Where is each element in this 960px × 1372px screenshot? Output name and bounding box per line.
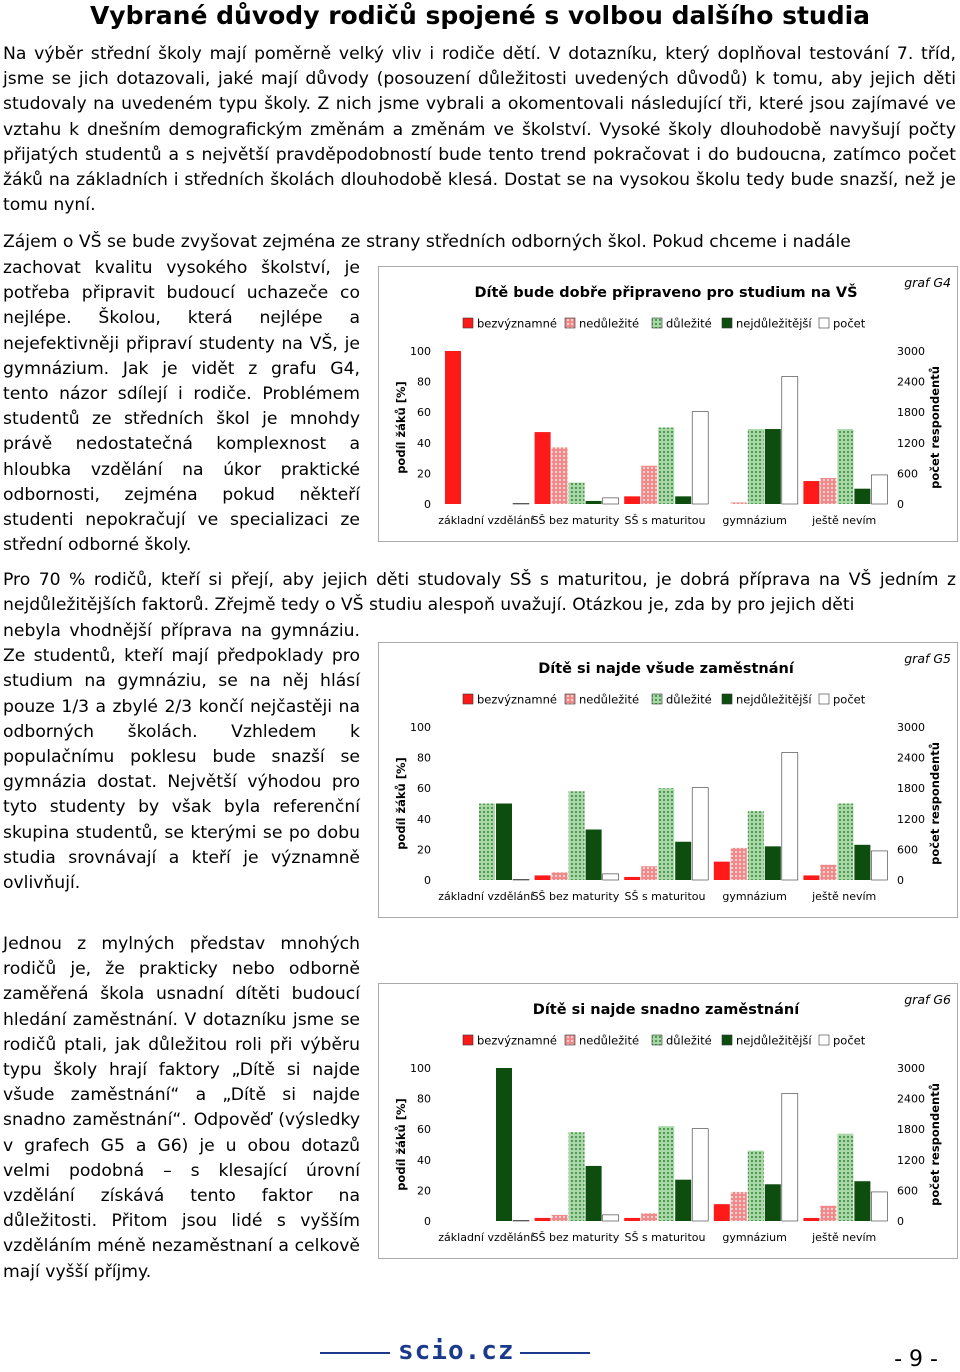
bar-1-2	[641, 466, 657, 504]
legend-swatch	[463, 694, 473, 704]
y2-axis-label: počet respondentů	[928, 366, 942, 489]
footer-line-left	[320, 1352, 390, 1354]
bar-4-2	[692, 788, 708, 880]
legend-swatch	[652, 318, 662, 328]
bar-2-0	[479, 804, 495, 881]
y2-tick-label: 2400	[897, 375, 925, 389]
bar-3-1	[586, 501, 602, 504]
legend-swatch	[819, 1035, 829, 1045]
bar-1-1	[552, 1215, 568, 1221]
bar-2-4	[837, 804, 853, 881]
bar-1-4	[820, 1206, 836, 1221]
bar-3-2	[675, 842, 691, 880]
category-label: SŠ bez maturity	[531, 1231, 620, 1244]
y-tick-label: 0	[424, 1215, 431, 1228]
legend-swatch	[722, 318, 732, 328]
bar-3-3	[765, 846, 781, 880]
y2-tick-label: 600	[897, 843, 918, 857]
y-tick-label: 20	[417, 1184, 431, 1198]
legend-label: bezvýznamné	[477, 316, 557, 331]
bar-3-2	[675, 496, 691, 504]
bar-1-3	[731, 502, 747, 504]
bar-3-4	[854, 1181, 870, 1221]
bar-3-4	[854, 845, 870, 880]
bar-2-1	[569, 1132, 585, 1221]
paragraph-2-full: Zájem o VŠ se bude zvyšovat zejména ze strany středních odborných škol. Pokud chceme i nadále	[3, 232, 851, 252]
chart-title: Dítě bude dobře připraveno pro studium na VŠ	[474, 285, 858, 301]
y-tick-label: 0	[424, 874, 431, 887]
paragraph-2-side: zachovat kvalitu vysokého školství, je potřeba připravit budoucí uchazeče co nejlépe. Školou, která nejlépe a nejefektivněji připraví studenty na VŠ, je gymnázium. Jak je vidět z grafu G4, tento názor sdílejí i rodiče. Problémem studentů ze středních škol je mnohdy právě nedostatečná komplexnost a hloubka vzdělání na úkor praktické odbornosti, zejména pokud někteří studenti nepokračují ve specializaci ze střední odborné školy.	[3, 258, 360, 556]
chart-title: Dítě si najde všude zaměstnání	[538, 661, 794, 677]
bar-4-0	[513, 879, 529, 880]
bar-4-0	[513, 1220, 529, 1221]
legend-label: bezvýznamné	[477, 1033, 557, 1048]
legend-label: nedůležité	[579, 1033, 640, 1048]
legend-label: nedůležité	[579, 316, 640, 331]
y2-tick-label: 1800	[897, 782, 925, 796]
y2-tick-label: 600	[897, 1184, 918, 1198]
bar-4-1	[603, 498, 619, 504]
bar-2-2	[658, 788, 674, 880]
bar-1-3	[731, 848, 747, 880]
bar-4-3	[782, 1094, 798, 1222]
bar-4-4	[871, 475, 887, 504]
bar-0-1	[535, 1218, 551, 1221]
y-tick-label: 80	[417, 375, 431, 389]
category-label: základní vzdělání	[438, 514, 534, 527]
legend-swatch	[463, 318, 473, 328]
chart-g5	[378, 642, 958, 918]
bar-3-3	[765, 1184, 781, 1221]
bar-0-3	[714, 862, 730, 880]
bar-2-2	[658, 428, 674, 505]
bar-0-3	[714, 1204, 730, 1221]
y2-tick-label: 0	[897, 874, 904, 887]
y-tick-label: 20	[417, 843, 431, 857]
chart-title: Dítě si najde snadno zaměstnání	[532, 1002, 800, 1018]
y-tick-label: 100	[410, 721, 431, 734]
y-tick-label: 80	[417, 751, 431, 765]
legend-label: důležité	[666, 692, 712, 707]
bar-2-1	[569, 791, 585, 880]
legend-label: důležité	[666, 1033, 712, 1048]
y2-tick-label: 3000	[897, 721, 925, 734]
chart-g6-svg	[379, 984, 957, 1258]
paragraph-3-full: Pro 70 % rodičů, kteří si přejí, aby jejich děti studovaly SŠ s maturitou, je dobrá příprava na VŠ jedním z nejdůležitějších faktorů. Zřejmě tedy o VŠ studiu alespoň uvažují. Otázkou je, zda by pro jejich děti	[3, 570, 956, 616]
bar-1-1	[552, 872, 568, 880]
bar-3-2	[675, 1180, 691, 1221]
category-label: SŠ s maturitou	[624, 514, 706, 527]
legend-swatch	[652, 694, 662, 704]
bar-3-1	[586, 1166, 602, 1221]
y-tick-label: 40	[417, 436, 431, 450]
chart-g6	[378, 983, 958, 1259]
bar-0-2	[624, 877, 640, 880]
legend-label: důležité	[666, 316, 712, 331]
bar-2-3	[748, 1151, 764, 1221]
chart-tag: graf G5	[904, 651, 951, 666]
legend-label: nejdůležitější	[736, 1033, 812, 1048]
y-tick-label: 60	[417, 1123, 431, 1137]
bar-0-4	[803, 1218, 819, 1221]
y2-tick-label: 3000	[897, 1062, 925, 1075]
legend-swatch	[463, 1035, 473, 1045]
bar-4-2	[692, 412, 708, 504]
bar-4-0	[513, 503, 529, 504]
bar-3-4	[854, 489, 870, 504]
category-label: gymnázium	[722, 514, 787, 527]
bar-3-1	[586, 830, 602, 880]
chart-tag: graf G6	[904, 992, 951, 1007]
bar-4-3	[782, 377, 798, 505]
y2-axis-label: počet respondentů	[928, 742, 942, 865]
bar-1-2	[641, 866, 657, 880]
y2-tick-label: 1200	[897, 436, 925, 450]
bar-4-2	[692, 1129, 708, 1221]
legend-label: bezvýznamné	[477, 692, 557, 707]
bar-4-1	[603, 1215, 619, 1221]
bar-0-2	[624, 1218, 640, 1221]
page-title: Vybrané důvody rodičů spojené s volbou dalšího studia	[89, 1, 871, 30]
y-tick-label: 40	[417, 812, 431, 826]
category-label: ještě nevím	[812, 1231, 877, 1244]
bar-3-3	[765, 429, 781, 504]
legend-swatch	[565, 1035, 575, 1045]
intro-paragraph: Na výběr střední školy mají poměrně velký vliv i rodiče dětí. V dotazníku, který doplňoval testování 7. tříd, jsme se jich dotazovali, jaké mají důvody (posouzení důležitosti uvedených důvodů) k tomu, aby jejich děti studovaly na uvedeném typu školy. Z nich jsme vybrali a okomentovali následující tři, které jsou zajímavé ve vztahu k dnešním demografickým změnám a změnám ve školství. Vysoké školy dlouhodobě navyšují počty přijatých studentů a s největší pravděpodobností bude tento trend pokračovat i do budoucna, zatímco počet žáků na základních i středních školách dlouhodobě klesá. Dostat se na vysokou školu tedy bude snazší, než je tomu nyní.	[3, 44, 956, 216]
legend-swatch	[819, 318, 829, 328]
category-label: SŠ bez maturity	[531, 890, 620, 903]
bar-2-2	[658, 1126, 674, 1221]
legend-swatch	[565, 318, 575, 328]
bar-1-2	[641, 1213, 657, 1221]
category-label: ještě nevím	[812, 890, 877, 903]
bar-3-0	[496, 804, 512, 881]
paragraph-3-side: nebyla vhodnější příprava na gymnáziu. Ze studentů, kteří mají předpoklady pro studium na gymnáziu, se na něj hlásí pouze 1/3 a zbylé 2/3 končí nejčastěji na odborných školách. Vzhledem k populačnímu poklesu bude snazší se gymnázia dostat. Největší výhodou pro tyto studenty by však byla referenční skupina studentů, se kterými se po dobu studia srovnávají a kteří je významně ovlivňují.	[3, 621, 360, 894]
paragraph-4-side: Jednou z mylných představ mnohých rodičů je, že prakticky nebo odborně zaměřená škola usnadní dítěti budoucí hledání zaměstnání. V dotazníku jsme se rodičů ptali, jak důležitou roli při výběru typu školy hrají faktory „Dítě si najde všude zaměstnání“ a „Dítě si najde snadno zaměstnání“. Odpověď (výsledky v grafech G5 a G6) je u obou dotazů velmi podobná – s klesající úrovní vzdělání získává tento faktor na důležitosti. Přitom jsou lidé s vyšším vzděláním méně nezaměstnaní a celkově mají vyšší příjmy.	[3, 934, 360, 1282]
bar-0-1	[535, 432, 551, 504]
bar-4-4	[871, 1192, 887, 1221]
bar-0-2	[624, 496, 640, 504]
legend-label: počet	[833, 692, 866, 707]
bar-1-3	[731, 1192, 747, 1221]
y-tick-label: 80	[417, 1092, 431, 1106]
y-tick-label: 60	[417, 782, 431, 796]
category-label: SŠ s maturitou	[624, 1231, 706, 1244]
legend-label: nedůležité	[579, 692, 640, 707]
bar-2-3	[748, 429, 764, 504]
category-label: SŠ s maturitou	[624, 890, 706, 903]
bar-2-3	[748, 811, 764, 880]
category-label: základní vzdělání	[438, 890, 534, 903]
bar-4-1	[603, 874, 619, 880]
legend-swatch	[565, 694, 575, 704]
bar-0-1	[535, 875, 551, 880]
chart-g4-svg	[379, 267, 957, 541]
bar-2-4	[837, 1134, 853, 1221]
legend-label: nejdůležitější	[736, 316, 812, 331]
legend-swatch	[722, 694, 732, 704]
y-tick-label: 100	[410, 1062, 431, 1075]
y2-tick-label: 0	[897, 1215, 904, 1228]
y2-tick-label: 2400	[897, 751, 925, 765]
bar-2-1	[569, 483, 585, 504]
bar-0-4	[803, 481, 819, 504]
bar-0-0	[445, 351, 461, 504]
y2-tick-label: 3000	[897, 345, 925, 358]
legend-swatch	[722, 1035, 732, 1045]
y-tick-label: 100	[410, 345, 431, 358]
bar-1-4	[820, 865, 836, 880]
bar-4-3	[782, 753, 798, 881]
category-label: základní vzdělání	[438, 1231, 534, 1244]
category-label: SŠ bez maturity	[531, 514, 620, 527]
chart-tag: graf G4	[904, 275, 951, 290]
chart-g4	[378, 266, 958, 542]
category-label: ještě nevím	[812, 514, 877, 527]
category-label: gymnázium	[722, 890, 787, 903]
bar-1-4	[820, 478, 836, 504]
y2-tick-label: 600	[897, 467, 918, 481]
page-number: - 9 -	[894, 1347, 938, 1372]
y2-tick-label: 0	[897, 498, 904, 511]
y2-tick-label: 1800	[897, 406, 925, 420]
y-tick-label: 60	[417, 406, 431, 420]
footer-line-right	[520, 1352, 590, 1354]
y-tick-label: 40	[417, 1153, 431, 1167]
y2-tick-label: 1200	[897, 1153, 925, 1167]
bar-3-0	[496, 1068, 512, 1221]
chart-g5-svg	[379, 643, 957, 917]
y-axis-label: podíl žáků [%]	[394, 381, 408, 474]
bar-1-1	[552, 447, 568, 504]
bar-2-4	[837, 429, 853, 504]
legend-label: počet	[833, 1033, 866, 1048]
category-label: gymnázium	[722, 1231, 787, 1244]
legend-label: počet	[833, 316, 866, 331]
bar-0-4	[803, 875, 819, 880]
y-tick-label: 20	[417, 467, 431, 481]
y2-tick-label: 1800	[897, 1123, 925, 1137]
bar-4-4	[871, 851, 887, 880]
y-axis-label: podíl žáků [%]	[394, 757, 408, 850]
y2-tick-label: 1200	[897, 812, 925, 826]
y2-axis-label: počet respondentů	[928, 1083, 942, 1206]
scio-logo[interactable]: scio.cz	[398, 1336, 515, 1366]
y-tick-label: 0	[424, 498, 431, 511]
legend-swatch	[819, 694, 829, 704]
legend-label: nejdůležitější	[736, 692, 812, 707]
legend-swatch	[652, 1035, 662, 1045]
y-axis-label: podíl žáků [%]	[394, 1098, 408, 1191]
y2-tick-label: 2400	[897, 1092, 925, 1106]
